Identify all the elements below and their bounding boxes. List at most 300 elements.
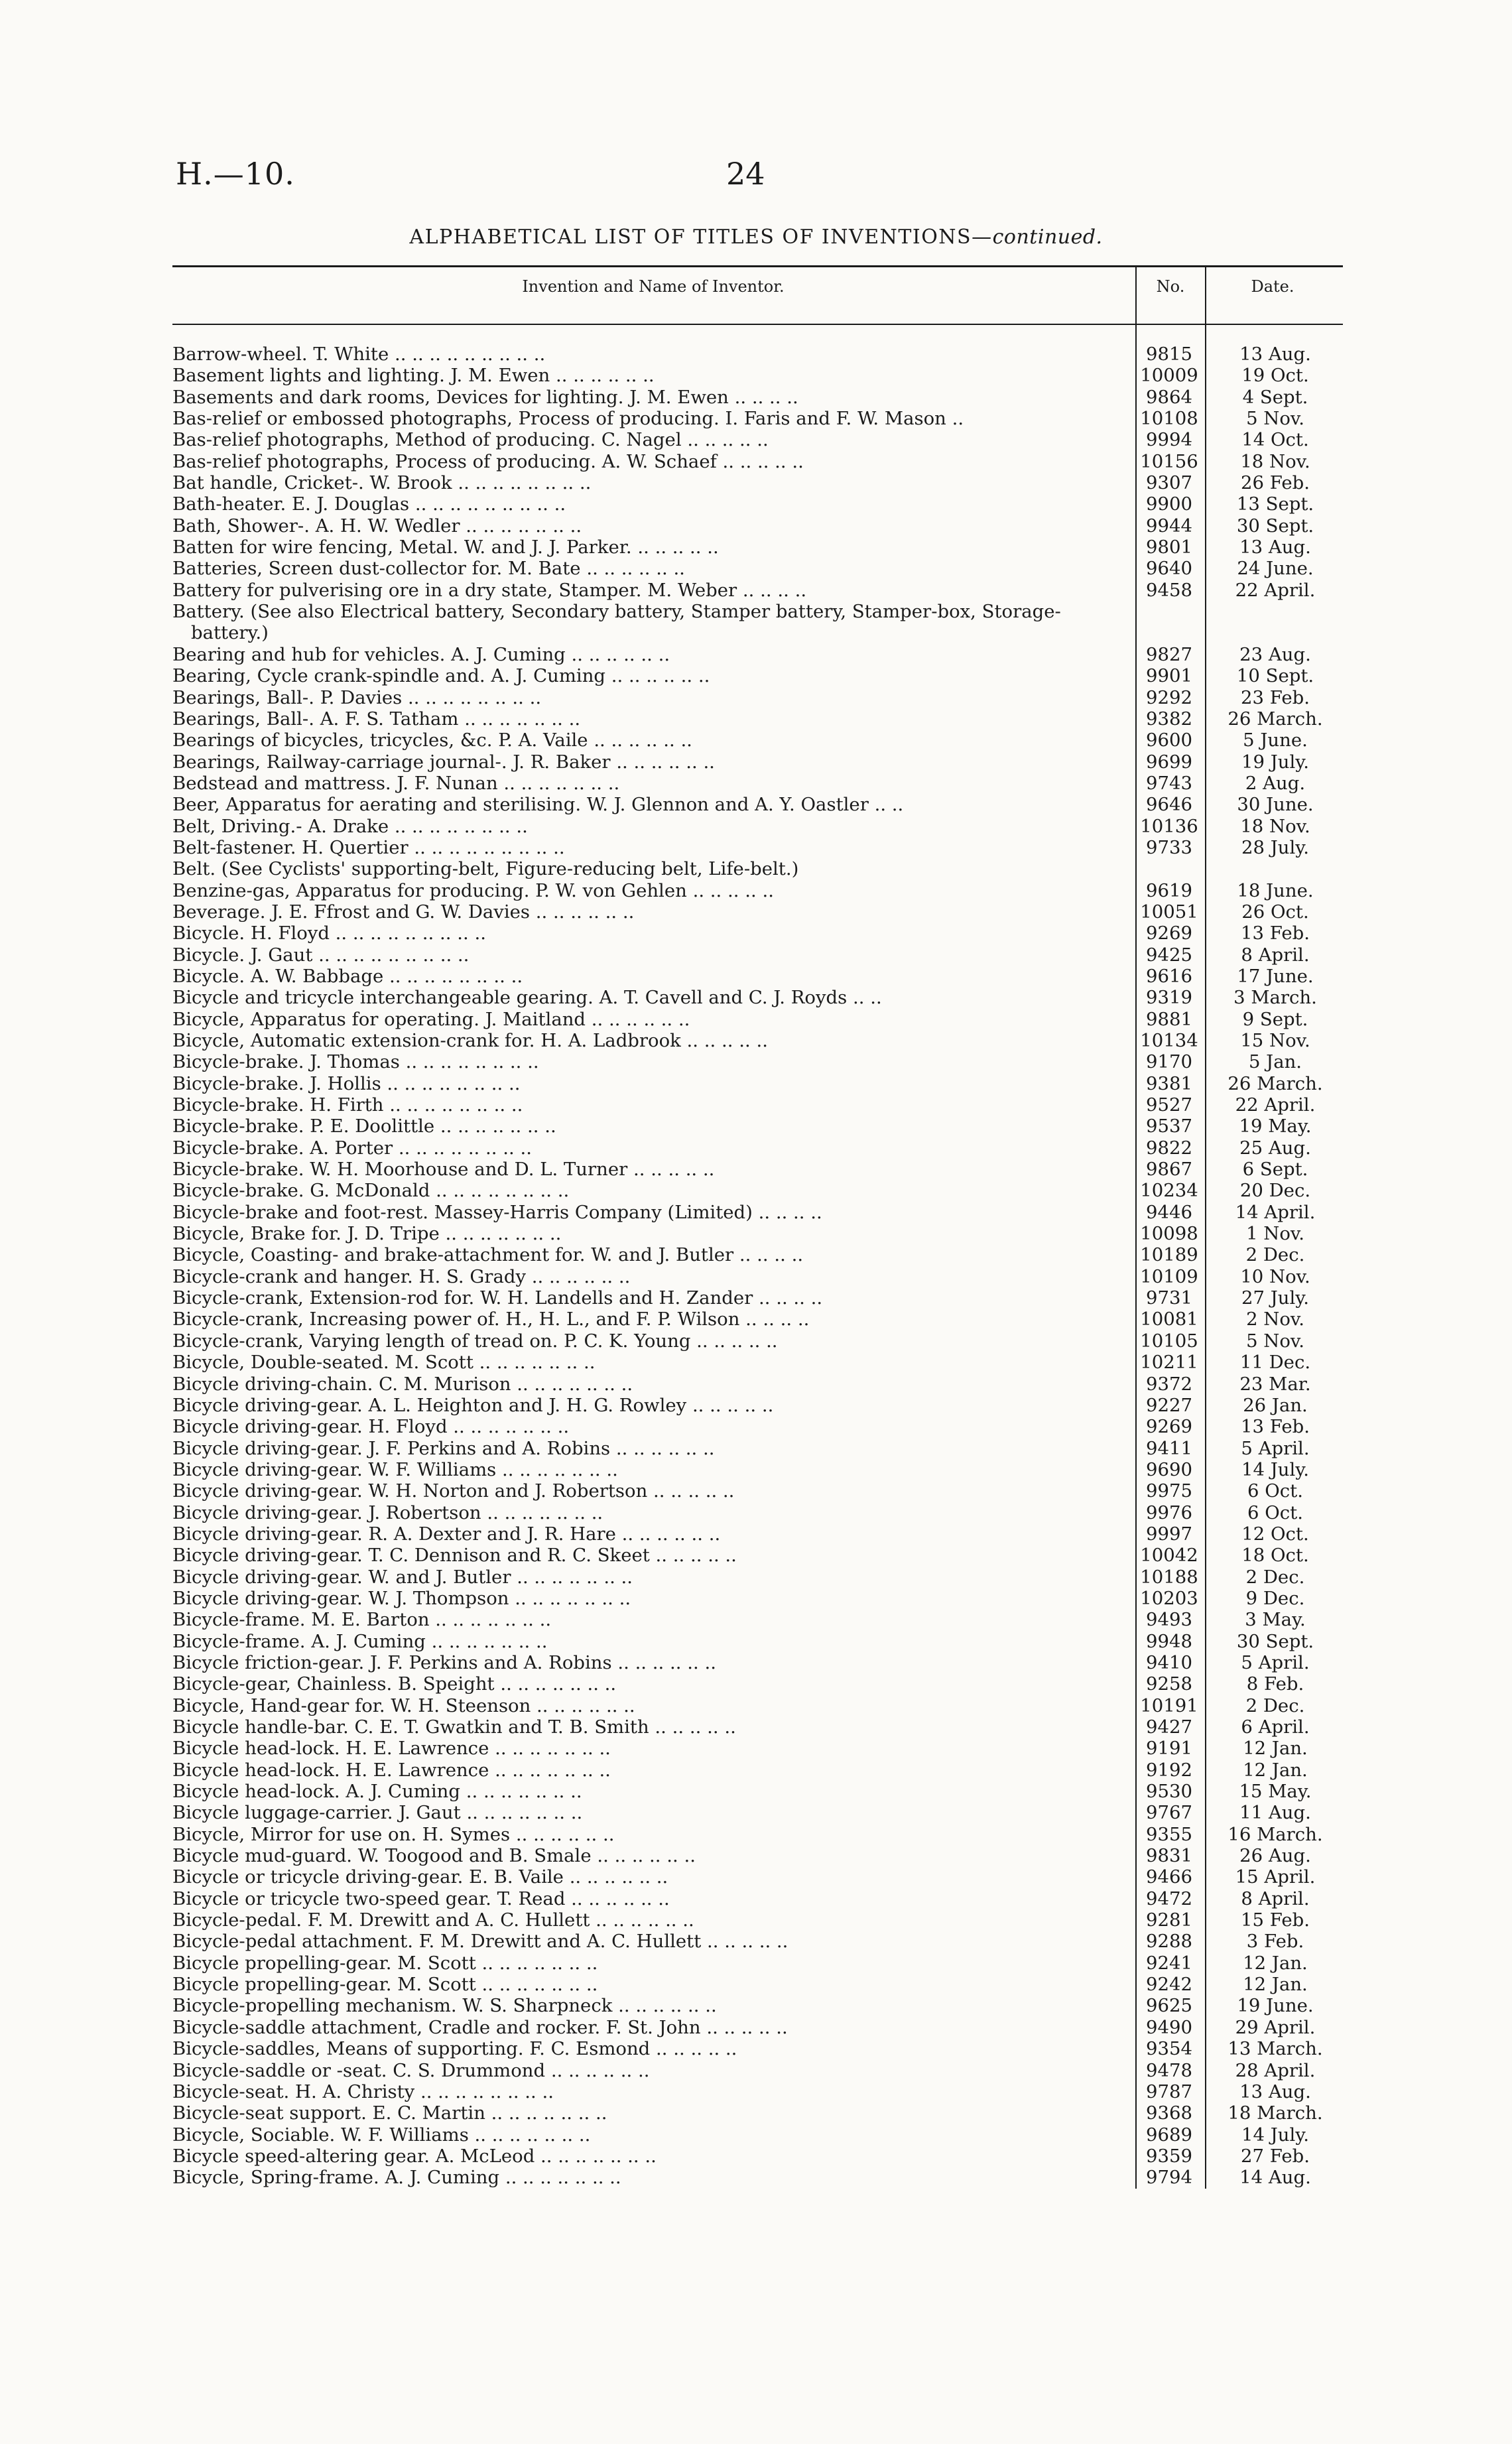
patent-date: 5 Jan. (1248, 1051, 1302, 1073)
invention-title: Basement lights and lighting. J. M. Ewen .. .. .. .. .. .. (172, 365, 655, 387)
patent-number: 10136 (1140, 815, 1198, 837)
table-row (162, 1309, 1343, 1330)
patent-date: 19 May. (1239, 1116, 1312, 1137)
patent-number: 9269 (1146, 923, 1192, 944)
patent-date: 13 Aug. (1239, 537, 1311, 558)
table-row (162, 1995, 1343, 2016)
patent-number: 9411 (1146, 1437, 1192, 1459)
invention-title: Bicycle driving-gear. T. C. Dennison and R. C. Skeet .. .. .. .. .. (172, 1545, 737, 1567)
table-row (162, 1051, 1343, 1072)
invention-title: Bicycle-brake. P. E. Doolittle .. .. .. .. .. .. .. (172, 1116, 556, 1137)
invention-title: Bicycle or tricycle driving-gear. E. B. Vaile .. .. .. .. .. .. (172, 1866, 668, 1888)
invention-title: Bicycle, Apparatus for operating. J. Maitland .. .. .. .. .. .. (172, 1008, 690, 1030)
patent-date: 30 Sept. (1236, 1630, 1314, 1652)
table-row (162, 1974, 1343, 1995)
invention-title: Bicycle friction-gear. J. F. Perkins and A. Robins .. .. .. .. .. .. (172, 1651, 716, 1673)
patent-number: 10098 (1140, 1223, 1198, 1245)
patent-date: 12 Jan. (1243, 1974, 1308, 1996)
patent-number: 9490 (1146, 2016, 1192, 2038)
patent-date: 19 Oct. (1241, 365, 1309, 387)
patent-number: 10109 (1140, 1265, 1198, 1287)
table-row (162, 794, 1343, 815)
table-row (162, 816, 1343, 837)
table-row (162, 1202, 1343, 1223)
invention-title: Bat handle, Cricket-. W. Brook .. .. .. .. .. .. .. .. (172, 472, 592, 494)
table-row (162, 901, 1343, 923)
patent-number: 9831 (1146, 1845, 1192, 1867)
patent-number: 9619 (1146, 879, 1192, 901)
table-row (162, 1523, 1343, 1545)
page-number: 24 (726, 156, 765, 192)
invention-title: battery.) (191, 622, 269, 644)
patent-date: 27 Feb. (1241, 2145, 1310, 2167)
patent-number: 9466 (1146, 1866, 1192, 1888)
patent-number: 10203 (1140, 1587, 1198, 1609)
patent-number: 9767 (1146, 1802, 1192, 1824)
patent-date: 15 Nov. (1240, 1030, 1310, 1051)
patent-number: 9242 (1146, 1974, 1192, 1996)
column-header-no: No. (1156, 277, 1185, 296)
patent-number: 9281 (1146, 1909, 1192, 1931)
patent-number: 9815 (1146, 344, 1192, 365)
table-row (162, 858, 1343, 879)
patent-number: 9319 (1146, 987, 1192, 1009)
patent-number: 10234 (1140, 1180, 1198, 1202)
invention-title: Bearings, Ball-. A. F. S. Tatham .. .. .. .. .. .. .. (172, 708, 581, 730)
invention-title: Bicycle driving-gear. R. A. Dexter and J. R. Hare .. .. .. .. .. .. (172, 1523, 721, 1545)
patent-date: 18 June. (1237, 879, 1314, 901)
patent-date: 5 Nov. (1246, 1330, 1304, 1352)
table-row (162, 429, 1343, 450)
invention-title: Bicycle driving-gear. W. F. Williams .. .. .. .. .. .. .. (172, 1458, 618, 1480)
patent-number: 9690 (1146, 1458, 1192, 1480)
invention-title: Bicycle-crank, Extension-rod for. W. H. Landells and H. Zander .. .. .. .. (172, 1287, 823, 1309)
table-row (162, 773, 1343, 794)
invention-title: Bicycle mud-guard. W. Toogood and B. Smale .. .. .. .. .. .. (172, 1845, 696, 1867)
patent-number: 10188 (1140, 1566, 1198, 1588)
patent-number: 9864 (1146, 386, 1192, 408)
table-row (162, 1888, 1343, 1909)
patent-number: 9382 (1146, 708, 1192, 730)
patent-date: 26 March. (1228, 708, 1323, 730)
patent-number: 9640 (1146, 558, 1192, 580)
column-header-invention: Invention and Name of Inventor. (522, 277, 785, 296)
patent-date: 14 July. (1241, 2124, 1309, 2146)
patent-number: 9625 (1146, 1995, 1192, 2017)
invention-title: Belt. (See Cyclists' supporting-belt, Figure-reducing belt, Life-belt.) (172, 858, 799, 880)
patent-date: 26 Aug. (1239, 1845, 1311, 1867)
list-title-main: ALPHABETICAL LIST OF TITLES OF INVENTIONS— (409, 225, 993, 249)
patent-date: 15 May. (1239, 1781, 1312, 1803)
patent-date: 13 Feb. (1241, 1416, 1310, 1438)
invention-title: Bicycle-brake. J. Hollis .. .. .. .. .. .. .. .. (172, 1072, 521, 1094)
invention-title: Bedstead and mattress. J. F. Nunan .. .. .. .. .. .. .. (172, 772, 620, 794)
table-row (162, 1116, 1343, 1137)
patent-date: 2 Dec. (1245, 1695, 1305, 1716)
invention-title: Bicycle driving-gear. H. Floyd .. .. .. .. .. .. .. (172, 1416, 570, 1438)
patent-date: 5 Nov. (1246, 408, 1304, 430)
patent-number: 9227 (1146, 1394, 1192, 1416)
patent-date: 18 Oct. (1241, 1545, 1309, 1567)
patent-date: 23 Feb. (1241, 686, 1310, 708)
table-row (162, 2017, 1343, 2038)
patent-number: 9307 (1146, 472, 1192, 494)
table-row (162, 1438, 1343, 1459)
invention-title: Bicycle-brake. J. Thomas .. .. .. .. .. .. .. .. (172, 1051, 539, 1073)
patent-date: 3 May. (1245, 1609, 1306, 1631)
table-row (162, 2081, 1343, 2102)
patent-number: 9743 (1146, 772, 1192, 794)
table-row (162, 1287, 1343, 1309)
invention-title: Bicycle-gear, Chainless. B. Speight .. .. .. .. .. .. .. (172, 1673, 617, 1695)
invention-title: Bicycle-crank, Increasing power of. H., H. L., and F. P. Wilson .. .. .. .. (172, 1309, 810, 1330)
table-row (162, 1030, 1343, 1051)
patent-number: 9997 (1146, 1523, 1192, 1545)
patent-number: 9530 (1146, 1781, 1192, 1803)
invention-title: Basements and dark rooms, Devices for lighting. J. M. Ewen .. .. .. .. (172, 386, 798, 408)
table-row (162, 2124, 1343, 2146)
table-row (162, 1802, 1343, 1823)
invention-title: Bicycle driving-gear. A. L. Heighton and J. H. G. Rowley .. .. .. .. .. (172, 1394, 774, 1416)
table-row (162, 1137, 1343, 1159)
invention-title: Barrow-wheel. T. White .. .. .. .. .. .. .. .. .. (172, 344, 546, 365)
invention-title: Bicycle handle-bar. C. E. T. Gwatkin and T. B. Smith .. .. .. .. .. (172, 1716, 736, 1738)
table-row (162, 2038, 1343, 2059)
patent-number: 9527 (1146, 1094, 1192, 1116)
patent-number: 9354 (1146, 2038, 1192, 2060)
invention-title: Bicycle, Hand-gear for. W. H. Steenson .. .. .. .. .. .. (172, 1695, 635, 1716)
table-row (162, 708, 1343, 730)
table-row (162, 1459, 1343, 1480)
patent-date: 9 Dec. (1245, 1587, 1305, 1609)
invention-title: Bicycle head-lock. A. J. Cuming .. .. .. .. .. .. .. (172, 1781, 582, 1803)
patent-date: 14 Aug. (1239, 2167, 1311, 2189)
table-row (162, 923, 1343, 944)
table-row (162, 1953, 1343, 1974)
invention-title: Batteries, Screen dust-collector for. M. Bate .. .. .. .. .. .. (172, 558, 685, 580)
patent-date: 26 Oct. (1241, 901, 1309, 923)
patent-date: 26 March. (1228, 1072, 1323, 1094)
table-row (162, 1588, 1343, 1609)
table-row (162, 687, 1343, 708)
patent-date: 6 Sept. (1242, 1159, 1308, 1181)
patent-date: 22 April. (1235, 579, 1316, 601)
invention-title: Bicycle driving-gear. W. H. Norton and J. Robertson .. .. .. .. .. (172, 1480, 735, 1502)
table-row (162, 1845, 1343, 1866)
invention-title: Bicycle driving-gear. W. and J. Butler .. .. .. .. .. .. .. (172, 1566, 633, 1588)
patent-number: 9292 (1146, 686, 1192, 708)
invention-title: Bicycle, Coasting- and brake-attachment for. W. and J. Butler .. .. .. .. (172, 1244, 804, 1266)
patent-date: 20 Dec. (1239, 1180, 1311, 1202)
invention-title: Bicycle and tricycle interchangeable gearing. A. T. Cavell and C. J. Royds .. .. (172, 987, 882, 1009)
patent-date: 8 Feb. (1246, 1673, 1304, 1695)
patent-date: 12 Oct. (1241, 1523, 1309, 1545)
patent-number: 9689 (1146, 2124, 1192, 2146)
invention-title: Bicycle-frame. M. E. Barton .. .. .. .. .. .. .. (172, 1609, 552, 1631)
patent-date: 27 July. (1241, 1287, 1309, 1309)
invention-title: Bath, Shower-. A. H. W. Wedler .. .. .. .. .. .. .. (172, 515, 582, 537)
patent-date: 5 June. (1243, 730, 1308, 751)
patent-number: 9794 (1146, 2167, 1192, 2189)
patent-date: 18 March. (1228, 2102, 1323, 2124)
patent-number: 9646 (1146, 794, 1192, 816)
patent-number: 9446 (1146, 1201, 1192, 1223)
patent-number: 10211 (1140, 1352, 1198, 1374)
patent-date: 2 Aug. (1245, 772, 1306, 794)
column-header-date: Date. (1251, 277, 1294, 296)
table-row (162, 1567, 1343, 1588)
table-row (162, 451, 1343, 472)
invention-title: Bicycle-pedal. F. M. Drewitt and A. C. Hullett .. .. .. .. .. .. (172, 1909, 694, 1931)
patent-date: 13 Sept. (1236, 493, 1314, 515)
invention-title: Battery. (See also Electrical battery, Secondary battery, Stamper battery, Stamper-box, Storage- (172, 601, 1061, 623)
patent-date: 11 Dec. (1239, 1352, 1311, 1374)
table-row (162, 1073, 1343, 1094)
table-row (162, 1781, 1343, 1802)
table-row (162, 344, 1343, 365)
table-row (162, 2102, 1343, 2124)
patent-date: 18 Nov. (1240, 450, 1310, 472)
patent-date: 23 Aug. (1239, 643, 1311, 665)
patent-date: 30 Sept. (1236, 515, 1314, 537)
patent-number: 9616 (1146, 965, 1192, 987)
table-row (162, 944, 1343, 966)
table-row (162, 493, 1343, 515)
table-row (162, 1652, 1343, 1673)
invention-title: Bicycle-brake. H. Firth .. .. .. .. .. .. .. .. (172, 1094, 523, 1116)
table-row (162, 1673, 1343, 1695)
patent-date: 23 Mar. (1239, 1373, 1311, 1395)
patent-number: 9733 (1146, 836, 1192, 858)
invention-title: Bicycle-crank, Varying length of tread on. P. C. K. Young .. .. .. .. .. (172, 1330, 778, 1352)
patent-number: 9368 (1146, 2102, 1192, 2124)
invention-title: Bicycle-propelling mechanism. W. S. Sharpneck .. .. .. .. .. .. (172, 1995, 717, 2017)
patent-number: 9355 (1146, 1823, 1192, 1845)
table-row (162, 408, 1343, 429)
patent-number: 9975 (1146, 1480, 1192, 1502)
patent-number: 9787 (1146, 2081, 1192, 2102)
table-top-rule (172, 265, 1343, 267)
patent-date: 12 Jan. (1243, 1952, 1308, 1974)
patent-number: 9425 (1146, 944, 1192, 966)
invention-title: Bearings, Ball-. P. Davies .. .. .. .. .. .. .. .. (172, 686, 542, 708)
patent-number: 9801 (1146, 537, 1192, 558)
patent-date: 3 Feb. (1246, 1931, 1304, 1953)
patent-number: 9976 (1146, 1502, 1192, 1523)
patent-date: 10 Nov. (1240, 1265, 1310, 1287)
patent-date: 14 Oct. (1241, 429, 1309, 451)
invention-title: Bicycle-saddles, Means of supporting. F. C. Esmond .. .. .. .. .. (172, 2038, 737, 2060)
invention-title: Bicycle-seat support. E. C. Martin .. .. .. .. .. .. .. (172, 2102, 607, 2124)
invention-title: Bas-relief photographs, Method of producing. C. Nagel .. .. .. .. .. (172, 429, 769, 451)
invention-title: Bicycle driving-gear. W. J. Thompson .. .. .. .. .. .. .. (172, 1587, 631, 1609)
invention-title: Battery for pulverising ore in a dry state, Stamper. M. Weber .. .. .. .. (172, 579, 807, 601)
list-title-continued: continued. (992, 225, 1103, 249)
invention-title: Beverage. J. E. Ffrost and G. W. Davies .. .. .. .. .. .. (172, 901, 635, 923)
table-row (162, 580, 1343, 601)
table-row (162, 1395, 1343, 1416)
invention-title: Bicycle-saddle or -seat. C. S. Drummond .. .. .. .. .. .. (172, 2059, 650, 2081)
patent-date: 2 Dec. (1245, 1244, 1305, 1266)
patent-number: 9822 (1146, 1137, 1192, 1159)
patent-date: 13 Aug. (1239, 2081, 1311, 2102)
invention-title: Belt, Driving.- A. Drake .. .. .. .. .. .. .. .. (172, 815, 528, 837)
patent-date: 19 July. (1241, 751, 1309, 773)
patent-date: 13 Aug. (1239, 344, 1311, 365)
patent-number: 9537 (1146, 1116, 1192, 1137)
invention-title: Bicycle luggage-carrier. J. Gaut .. .. .. .. .. .. .. (172, 1802, 583, 1824)
patent-date: 6 April. (1241, 1716, 1310, 1738)
invention-title: Bicycle, Automatic extension-crank for. H. A. Ladbrook .. .. .. .. .. (172, 1030, 768, 1051)
table-row (162, 1824, 1343, 1845)
table-row (162, 2146, 1343, 2167)
invention-title: Bicycle, Double-seated. M. Scott .. .. .. .. .. .. .. (172, 1352, 596, 1374)
patent-date: 11 Aug. (1239, 1802, 1311, 1824)
patent-number: 9472 (1146, 1888, 1192, 1909)
patent-number: 9381 (1146, 1072, 1192, 1094)
patent-date: 16 March. (1228, 1823, 1323, 1845)
patent-number: 9372 (1146, 1373, 1192, 1395)
table-row (162, 515, 1343, 537)
table-row (162, 1866, 1343, 1888)
table-row (162, 1931, 1343, 1952)
invention-title: Bicycle-frame. A. J. Cuming .. .. .. .. .. .. .. (172, 1630, 548, 1652)
table-row (162, 1909, 1343, 1931)
invention-title: Bicycle driving-gear. J. F. Perkins and A. Robins .. .. .. .. .. .. (172, 1437, 715, 1459)
table-row (162, 1352, 1343, 1373)
invention-title: Bicycle-pedal attachment. F. M. Drewitt and A. C. Hullett .. .. .. .. .. (172, 1931, 788, 1953)
table-header-rule (172, 324, 1343, 325)
table-row (162, 837, 1343, 858)
invention-title: Bas-relief or embossed photographs, Process of producing. I. Faris and F. W. Mason .. (172, 408, 964, 430)
patent-date: 17 June. (1237, 965, 1314, 987)
patent-date: 14 July. (1241, 1458, 1309, 1480)
patent-date: 1 Nov. (1246, 1223, 1304, 1245)
table-row (162, 558, 1343, 579)
patent-number: 9901 (1146, 665, 1192, 687)
table-row (162, 601, 1343, 622)
invention-title: Bicycle head-lock. H. E. Lawrence .. .. .. .. .. .. .. (172, 1738, 611, 1760)
patent-date: 30 June. (1237, 794, 1314, 816)
patent-number: 9241 (1146, 1952, 1192, 1974)
invention-title: Bas-relief photographs, Process of producing. A. W. Schaef .. .. .. .. .. (172, 450, 804, 472)
table-row (162, 365, 1343, 386)
patent-date: 13 Feb. (1241, 923, 1310, 944)
table-row (162, 387, 1343, 408)
patent-date: 2 Dec. (1245, 1566, 1305, 1588)
invention-title: Bicycle-brake. A. Porter .. .. .. .. .. .. .. .. (172, 1137, 532, 1159)
patent-number: 9191 (1146, 1738, 1192, 1760)
patent-number: 9994 (1146, 429, 1192, 451)
patent-number: 9288 (1146, 1931, 1192, 1953)
table-row (162, 751, 1343, 773)
patent-date: 29 April. (1235, 2016, 1316, 2038)
table-row (162, 1180, 1343, 1201)
table-row (162, 1545, 1343, 1566)
table-row (162, 987, 1343, 1008)
patent-date: 5 April. (1241, 1437, 1310, 1459)
table-row (162, 1009, 1343, 1030)
patent-date: 28 April. (1235, 2059, 1316, 2081)
patent-number: 9600 (1146, 730, 1192, 751)
invention-title: Bicycle-seat. H. A. Christy .. .. .. .. .. .. .. .. (172, 2081, 554, 2102)
patent-number: 9359 (1146, 2145, 1192, 2167)
patent-number: 10051 (1140, 901, 1198, 923)
invention-title: Bicycle. J. Gaut .. .. .. .. .. .. .. .. .. (172, 944, 470, 966)
invention-title: Bearing and hub for vehicles. A. J. Cuming .. .. .. .. .. .. (172, 643, 670, 665)
patent-date: 26 Jan. (1243, 1394, 1308, 1416)
patent-number: 10105 (1140, 1330, 1198, 1352)
invention-title: Beer, Apparatus for aerating and sterilising. W. J. Glennon and A. Y. Oastler .. .. (172, 794, 904, 816)
patent-number: 9900 (1146, 493, 1192, 515)
patent-date: 10 Sept. (1236, 665, 1314, 687)
invention-title: Bicycle speed-altering gear. A. McLeod .. .. .. .. .. .. .. (172, 2145, 657, 2167)
patent-number: 10081 (1140, 1309, 1198, 1330)
invention-title: Bicycle driving-chain. C. M. Murison .. .. .. .. .. .. .. (172, 1373, 633, 1395)
patent-date: 2 Nov. (1246, 1309, 1304, 1330)
invention-title: Bicycle propelling-gear. M. Scott .. .. .. .. .. .. .. (172, 1952, 598, 1974)
patent-date: 15 April. (1235, 1866, 1316, 1888)
patent-number: 10134 (1140, 1030, 1198, 1051)
invention-title: Bicycle, Mirror for use on. H. Symes .. .. .. .. .. .. (172, 1823, 615, 1845)
patent-date: 8 April. (1241, 944, 1310, 966)
patent-number: 9192 (1146, 1759, 1192, 1781)
invention-title: Batten for wire fencing, Metal. W. and J. J. Parker. .. .. .. .. .. (172, 537, 719, 558)
table-row (162, 665, 1343, 686)
patent-date: 15 Feb. (1241, 1909, 1310, 1931)
patent-date: 13 March. (1228, 2038, 1323, 2060)
invention-title: Benzine-gas, Apparatus for producing. P. W. von Gehlen .. .. .. .. .. (172, 879, 774, 901)
patent-date: 3 March. (1233, 987, 1317, 1009)
table-row (162, 1244, 1343, 1265)
table-row (162, 1223, 1343, 1244)
invention-title: Bicycle propelling-gear. M. Scott .. .. .. .. .. .. .. (172, 1974, 598, 1996)
patent-number: 9699 (1146, 751, 1192, 773)
table-row (162, 1094, 1343, 1116)
invention-title: Bearings, Railway-carriage journal-. J. R. Baker .. .. .. .. .. .. (172, 751, 715, 773)
table-row (162, 1716, 1343, 1738)
invention-title: Bicycle-crank and hanger. H. S. Grady .. .. .. .. .. .. (172, 1265, 631, 1287)
table-row (162, 1480, 1343, 1502)
patent-date: 12 Jan. (1243, 1759, 1308, 1781)
patent-date: 22 April. (1235, 1094, 1316, 1116)
invention-title: Bicycle. H. Floyd .. .. .. .. .. .. .. .. .. (172, 923, 486, 944)
invention-title: Bicycle head-lock. H. E. Lawrence .. .. .. .. .. .. .. (172, 1759, 611, 1781)
patent-number: 10191 (1140, 1695, 1198, 1716)
table-row (162, 2167, 1343, 2188)
table-row (162, 1374, 1343, 1395)
invention-title: Belt-fastener. H. Quertier .. .. .. .. .. .. .. .. .. (172, 836, 565, 858)
table-row (162, 1738, 1343, 1759)
patent-number: 9478 (1146, 2059, 1192, 2081)
patent-date: 12 Jan. (1243, 1738, 1308, 1760)
inventions-list (162, 344, 1343, 2189)
patent-number: 9881 (1146, 1008, 1192, 1030)
patent-number: 9269 (1146, 1416, 1192, 1438)
invention-title: Bearings of bicycles, tricycles, &c. P. A. Vaile .. .. .. .. .. .. (172, 730, 692, 751)
patent-number: 9948 (1146, 1630, 1192, 1652)
table-row (162, 1695, 1343, 1716)
patent-date: 14 April. (1235, 1201, 1316, 1223)
patent-number: 9170 (1146, 1051, 1192, 1073)
invention-title: Bicycle or tricycle two-speed gear. T. Read .. .. .. .. .. .. (172, 1888, 670, 1909)
patent-date: 8 April. (1241, 1888, 1310, 1909)
table-row (162, 966, 1343, 987)
invention-title: Bicycle-saddle attachment, Cradle and rocker. F. St. John .. .. .. .. .. (172, 2016, 788, 2038)
patent-date: 6 Oct. (1247, 1480, 1303, 1502)
patent-date: 18 Nov. (1240, 815, 1310, 837)
invention-title: Bicycle driving-gear. J. Robertson .. .. .. .. .. .. .. (172, 1502, 603, 1523)
